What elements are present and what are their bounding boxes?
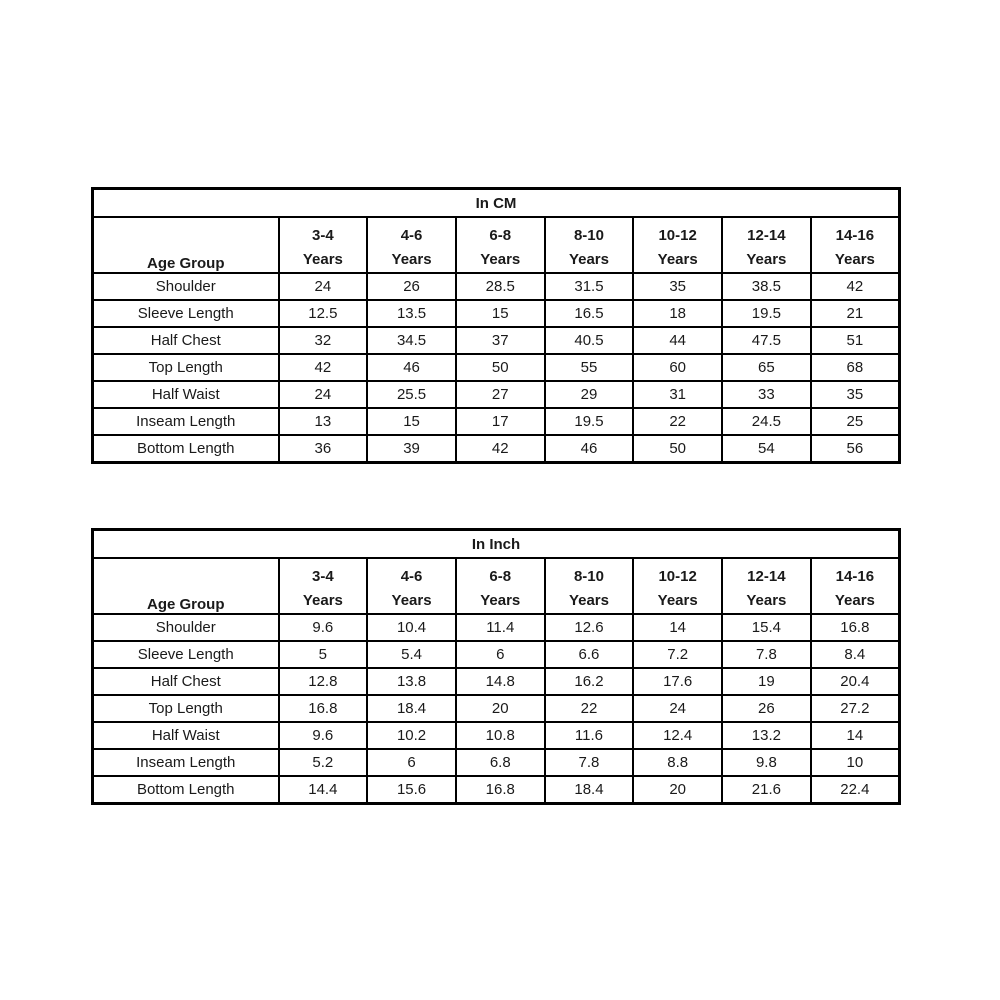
measurement-value: 19 (722, 668, 811, 695)
years-label: Years (568, 251, 609, 268)
measurement-label: Half Waist (93, 722, 279, 749)
measurement-value: 24.5 (722, 408, 811, 435)
measurement-value: 8.8 (633, 749, 722, 776)
age-column-header (811, 217, 900, 273)
measurement-value: 10.2 (367, 722, 456, 749)
measurement-value: 12.8 (279, 668, 368, 695)
measurement-value: 8.4 (811, 641, 900, 668)
age-range-label: 12-14 (747, 568, 786, 585)
measurement-value: 17 (456, 408, 545, 435)
measurement-value: 12.4 (633, 722, 722, 749)
measurement-value: 16.8 (279, 695, 368, 722)
measurement-value: 54 (722, 435, 811, 463)
measurement-value: 12.5 (279, 300, 368, 327)
measurement-value: 46 (367, 354, 456, 381)
measurement-value: 10.8 (456, 722, 545, 749)
measurement-value: 14 (811, 722, 900, 749)
age-column-header (367, 558, 456, 614)
measurement-value: 13.2 (722, 722, 811, 749)
measurement-row (93, 408, 900, 435)
measurement-value: 16.2 (545, 668, 634, 695)
years-label: Years (480, 251, 521, 268)
measurement-value: 5.2 (279, 749, 368, 776)
measurement-label: Inseam Length (93, 749, 279, 776)
years-label: Years (746, 592, 787, 609)
age-column-header (633, 217, 722, 273)
measurement-value: 6 (456, 641, 545, 668)
measurement-value: 26 (367, 273, 456, 300)
measurement-value: 31 (633, 381, 722, 408)
measurement-value: 16.8 (811, 614, 900, 641)
age-range-label: 8-10 (573, 227, 604, 244)
age-column-header (811, 558, 900, 614)
measurement-value: 51 (811, 327, 900, 354)
measurement-row (93, 435, 900, 463)
measurement-value: 14.8 (456, 668, 545, 695)
measurement-value: 34.5 (367, 327, 456, 354)
measurement-label: Sleeve Length (93, 300, 279, 327)
measurement-value: 36 (279, 435, 368, 463)
measurement-value: 56 (811, 435, 900, 463)
measurement-label: Shoulder (93, 614, 279, 641)
measurement-value: 18.4 (545, 776, 634, 804)
age-group-header: Age Group (93, 558, 279, 614)
age-range-label: 8-10 (573, 568, 604, 585)
measurement-value: 13.5 (367, 300, 456, 327)
measurement-value: 25.5 (367, 381, 456, 408)
measurement-value: 6.6 (545, 641, 634, 668)
measurement-value: 47.5 (722, 327, 811, 354)
measurement-value: 32 (279, 327, 368, 354)
measurement-value: 19.5 (722, 300, 811, 327)
measurement-row (93, 668, 900, 695)
measurement-row (93, 354, 900, 381)
measurement-value: 24 (279, 273, 368, 300)
age-range-label: 6-8 (489, 227, 512, 244)
measurement-value: 12.6 (545, 614, 634, 641)
years-label: Years (302, 592, 343, 609)
table-header-row (93, 558, 900, 614)
cm-size-table (91, 187, 901, 464)
measurement-value: 9.6 (279, 614, 368, 641)
table-title: In CM (93, 189, 900, 218)
measurement-value: 22.4 (811, 776, 900, 804)
age-column-header (722, 217, 811, 273)
age-column-header (367, 217, 456, 273)
measurement-value: 5 (279, 641, 368, 668)
measurement-value: 15.6 (367, 776, 456, 804)
age-range-label: 12-14 (747, 227, 786, 244)
measurement-value: 18.4 (367, 695, 456, 722)
measurement-value: 26 (722, 695, 811, 722)
years-label: Years (834, 592, 875, 609)
age-range-label: 4-6 (400, 568, 423, 585)
age-column-header (279, 558, 368, 614)
age-column-header (456, 217, 545, 273)
measurement-value: 42 (456, 435, 545, 463)
measurement-row (93, 641, 900, 668)
measurement-value: 6 (367, 749, 456, 776)
measurement-value: 19.5 (545, 408, 634, 435)
years-label: Years (568, 592, 609, 609)
measurement-value: 40.5 (545, 327, 634, 354)
years-label: Years (746, 251, 787, 268)
measurement-value: 16.8 (456, 776, 545, 804)
table-title-row (93, 530, 900, 559)
years-label: Years (657, 251, 698, 268)
measurement-value: 25 (811, 408, 900, 435)
years-label: Years (657, 592, 698, 609)
age-range-label: 10-12 (658, 227, 697, 244)
measurement-value: 31.5 (545, 273, 634, 300)
measurement-value: 9.6 (279, 722, 368, 749)
measurement-value: 35 (633, 273, 722, 300)
measurement-row (93, 695, 900, 722)
measurement-value: 10.4 (367, 614, 456, 641)
years-label: Years (480, 592, 521, 609)
measurement-value: 7.2 (633, 641, 722, 668)
measurement-value: 7.8 (545, 749, 634, 776)
measurement-value: 21 (811, 300, 900, 327)
years-label: Years (302, 251, 343, 268)
measurement-row (93, 749, 900, 776)
measurement-value: 20 (633, 776, 722, 804)
measurement-row (93, 614, 900, 641)
years-label: Years (391, 592, 432, 609)
measurement-value: 17.6 (633, 668, 722, 695)
age-column-header (279, 217, 368, 273)
measurement-value: 24 (279, 381, 368, 408)
measurement-value: 33 (722, 381, 811, 408)
measurement-value: 50 (456, 354, 545, 381)
measurement-row (93, 381, 900, 408)
age-group-header: Age Group (93, 217, 279, 273)
measurement-value: 11.4 (456, 614, 545, 641)
age-range-label: 14-16 (835, 568, 875, 585)
measurement-value: 7.8 (722, 641, 811, 668)
measurement-value: 5.4 (367, 641, 456, 668)
measurement-label: Inseam Length (93, 408, 279, 435)
age-range-label: 10-12 (658, 568, 697, 585)
measurement-value: 46 (545, 435, 634, 463)
table-title: In Inch (93, 530, 900, 559)
measurement-value: 15 (367, 408, 456, 435)
measurement-value: 16.5 (545, 300, 634, 327)
measurement-value: 18 (633, 300, 722, 327)
measurement-label: Bottom Length (93, 776, 279, 804)
measurement-row (93, 776, 900, 804)
measurement-value: 28.5 (456, 273, 545, 300)
measurement-value: 15.4 (722, 614, 811, 641)
age-column-header (456, 558, 545, 614)
measurement-value: 27.2 (811, 695, 900, 722)
measurement-value: 13.8 (367, 668, 456, 695)
measurement-value: 27 (456, 381, 545, 408)
measurement-row (93, 300, 900, 327)
measurement-value: 50 (633, 435, 722, 463)
age-range-label: 14-16 (835, 227, 875, 244)
measurement-label: Half Chest (93, 668, 279, 695)
measurement-value: 6.8 (456, 749, 545, 776)
measurement-label: Half Chest (93, 327, 279, 354)
measurement-label: Shoulder (93, 273, 279, 300)
measurement-value: 39 (367, 435, 456, 463)
measurement-value: 14 (633, 614, 722, 641)
measurement-value: 9.8 (722, 749, 811, 776)
measurement-value: 11.6 (545, 722, 634, 749)
measurement-label: Top Length (93, 354, 279, 381)
measurement-value: 44 (633, 327, 722, 354)
measurement-value: 20 (456, 695, 545, 722)
measurement-value: 15 (456, 300, 545, 327)
measurement-label: Half Waist (93, 381, 279, 408)
measurement-value: 14.4 (279, 776, 368, 804)
measurement-value: 65 (722, 354, 811, 381)
measurement-value: 35 (811, 381, 900, 408)
measurement-value: 22 (545, 695, 634, 722)
measurement-value: 37 (456, 327, 545, 354)
measurement-label: Bottom Length (93, 435, 279, 463)
table-title-row (93, 189, 900, 218)
age-column-header (722, 558, 811, 614)
measurement-value: 24 (633, 695, 722, 722)
measurement-value: 55 (545, 354, 634, 381)
measurement-value: 10 (811, 749, 900, 776)
measurement-value: 21.6 (722, 776, 811, 804)
measurement-value: 22 (633, 408, 722, 435)
measurement-value: 68 (811, 354, 900, 381)
measurement-value: 20.4 (811, 668, 900, 695)
measurement-label: Top Length (93, 695, 279, 722)
measurement-value: 60 (633, 354, 722, 381)
inch-size-table (91, 528, 901, 805)
measurement-row (93, 327, 900, 354)
age-column-header (545, 558, 634, 614)
age-column-header (545, 217, 634, 273)
years-label: Years (391, 251, 432, 268)
measurement-row (93, 273, 900, 300)
measurement-label: Sleeve Length (93, 641, 279, 668)
measurement-value: 42 (279, 354, 368, 381)
measurement-row (93, 722, 900, 749)
age-range-label: 6-8 (489, 568, 512, 585)
measurement-value: 29 (545, 381, 634, 408)
measurement-value: 42 (811, 273, 900, 300)
age-range-label: 3-4 (312, 227, 334, 244)
age-range-label: 4-6 (400, 227, 423, 244)
measurement-value: 13 (279, 408, 368, 435)
table-header-row (93, 217, 900, 273)
age-column-header (633, 558, 722, 614)
years-label: Years (834, 251, 875, 268)
age-range-label: 3-4 (312, 568, 334, 585)
measurement-value: 38.5 (722, 273, 811, 300)
